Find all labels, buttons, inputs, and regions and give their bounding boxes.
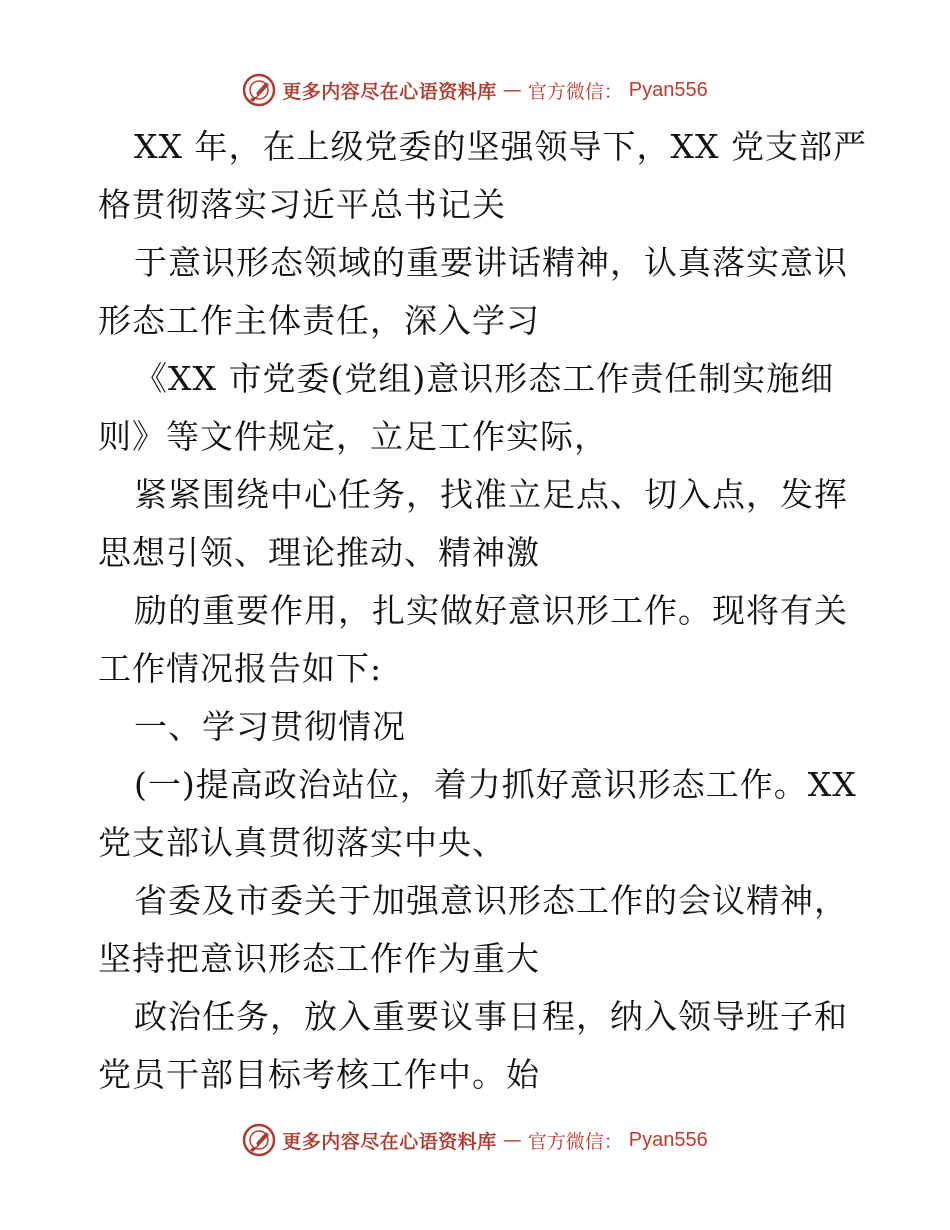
watermark-separator: — bbox=[502, 1129, 522, 1151]
body-line: 格贯彻落实习近平总书记关 bbox=[98, 185, 506, 224]
body-line: 于意识形态领域的重要讲话精神，认真落实意识 bbox=[134, 243, 848, 282]
watermark-brand-text: 更多内容尽在心语资料库 bbox=[282, 1130, 497, 1153]
body-line: 励的重要作用，扎实做好意识形工作。现将有关 bbox=[134, 591, 848, 630]
body-line: XX 年，在上级党委的坚强领导下，XX 党支部严 bbox=[134, 127, 867, 166]
body-line: 党支部认真贯彻落实中央、 bbox=[98, 823, 506, 862]
body-line: 形态工作主体责任，深入学习 bbox=[98, 301, 540, 340]
body-line: 党员干部目标考核工作中。始 bbox=[98, 1055, 540, 1094]
document-body bbox=[98, 118, 867, 1104]
watermark-wechat-label: 官方微信： bbox=[527, 80, 623, 103]
body-line: 紧紧围绕中心任务，找准立足点、切入点，发挥 bbox=[134, 475, 848, 514]
footer-watermark bbox=[0, 1120, 950, 1160]
red-quill-logo-icon bbox=[242, 1123, 276, 1157]
watermark-brand-text: 更多内容尽在心语资料库 bbox=[282, 80, 497, 103]
body-line: 省委及市委关于加强意识形态工作的会议精神， bbox=[134, 881, 848, 920]
body-line: 坚持把意识形态工作作为重大 bbox=[98, 939, 540, 978]
body-line: 《XX 市党委(党组)意识形态工作责任制实施细 bbox=[134, 359, 835, 398]
watermark-wechat-label: 官方微信： bbox=[527, 1130, 623, 1153]
watermark-wechat-id: Pyan556 bbox=[628, 1128, 708, 1151]
section-heading: 一、学习贯彻情况 bbox=[134, 707, 406, 746]
body-line: 政治任务，放入重要议事日程，纳入领导班子和 bbox=[134, 997, 848, 1036]
body-line: 思想引领、理论推动、精神激 bbox=[98, 533, 540, 572]
body-line: 则》等文件规定，立足工作实际， bbox=[98, 417, 608, 456]
red-quill-logo-icon bbox=[242, 73, 276, 107]
watermark-separator: — bbox=[502, 79, 522, 101]
body-line: (一)提高政治站位，着力抓好意识形态工作。XX bbox=[134, 765, 857, 804]
body-line: 工作情况报告如下: bbox=[98, 649, 383, 688]
watermark-wechat-id: Pyan556 bbox=[628, 78, 708, 101]
header-watermark bbox=[0, 70, 950, 110]
